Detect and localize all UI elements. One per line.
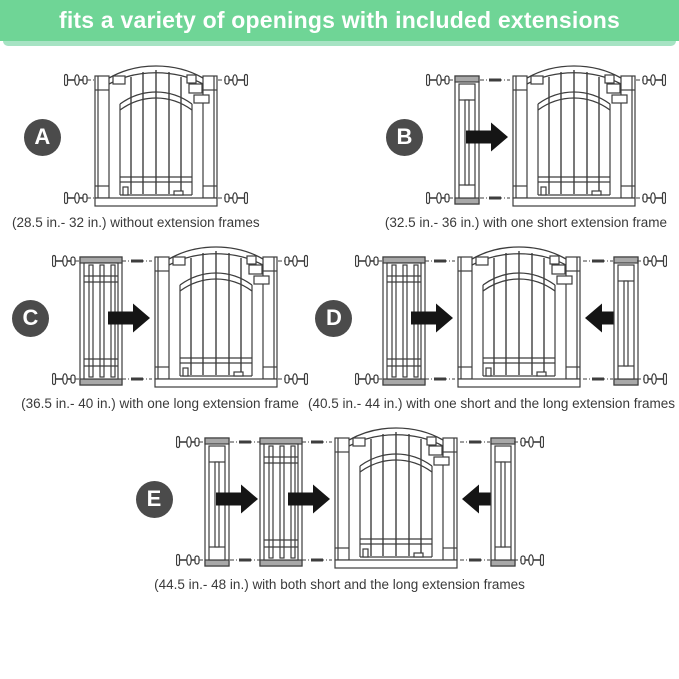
diagram-caption: (44.5 in.- 48 in.) with both short and the long extension frames <box>154 577 525 592</box>
pressure-screw-icon <box>637 256 667 267</box>
pressure-screw-icon <box>53 374 83 385</box>
gate-diagram-graphic <box>176 424 544 574</box>
diagram-figure <box>386 62 666 212</box>
diagram-caption: (28.5 in.- 32 in.) without extension frames <box>12 215 260 230</box>
pressure-screw-icon <box>278 374 308 385</box>
gate-figure <box>335 428 457 568</box>
diagram-rows <box>0 46 679 592</box>
diagram-label-badge: A <box>24 119 61 156</box>
pressure-screw-icon <box>426 75 456 86</box>
banner-title: fits a variety of openings with included extensions <box>58 7 621 33</box>
pressure-screw-icon <box>514 555 544 566</box>
diagram-caption: (40.5 in.- 44 in.) with one short and the long extension frames <box>308 396 675 411</box>
diagram-label-badge: E <box>136 481 173 518</box>
pressure-screw-icon <box>176 437 206 448</box>
diagram-row-2 <box>12 243 675 411</box>
short-extension-figure <box>614 257 638 385</box>
pressure-screw-icon <box>356 256 386 267</box>
diagram-label-badge: C <box>12 300 49 337</box>
diagram-label-badge: B <box>386 119 423 156</box>
pressure-screw-icon <box>356 374 386 385</box>
diagram-e <box>136 424 544 592</box>
pressure-screw-icon <box>64 193 94 204</box>
diagram-figure <box>12 243 308 393</box>
pressure-screw-icon <box>176 555 206 566</box>
pressure-screw-icon <box>514 437 544 448</box>
gate-figure <box>155 247 277 387</box>
pressure-screw-icon <box>64 75 94 86</box>
pressure-screw-icon <box>426 193 456 204</box>
pressure-screw-icon <box>218 75 248 86</box>
banner <box>0 0 679 41</box>
diagram-c <box>12 243 308 411</box>
diagram-figure <box>136 424 544 574</box>
pressure-screw-icon <box>637 374 667 385</box>
gate-figure <box>513 66 635 206</box>
diagram-b <box>385 62 667 230</box>
gate-figure <box>458 247 580 387</box>
pressure-screw-icon <box>53 256 83 267</box>
diagram-d <box>308 243 675 411</box>
pressure-screw-icon <box>636 193 666 204</box>
gate-diagram-graphic <box>52 243 308 393</box>
pressure-screw-icon <box>636 75 666 86</box>
diagram-figure <box>315 243 667 393</box>
pressure-screw-icon <box>278 256 308 267</box>
diagram-row-3 <box>12 424 667 592</box>
pressure-screw-icon <box>218 193 248 204</box>
gate-diagram-graphic <box>426 62 666 212</box>
gate-diagram-graphic <box>355 243 667 393</box>
diagram-row-1 <box>12 62 667 230</box>
gate-diagram-graphic <box>64 62 248 212</box>
short-extension-figure <box>491 438 515 566</box>
diagram-figure <box>24 62 248 212</box>
diagram-label-badge: D <box>315 300 352 337</box>
gate-figure <box>95 66 217 206</box>
diagram-caption: (32.5 in.- 36 in.) with one short extension frame <box>384 215 667 230</box>
diagram-caption: (36.5 in.- 40 in.) with one long extension frame <box>21 396 299 411</box>
diagram-a <box>12 62 260 230</box>
